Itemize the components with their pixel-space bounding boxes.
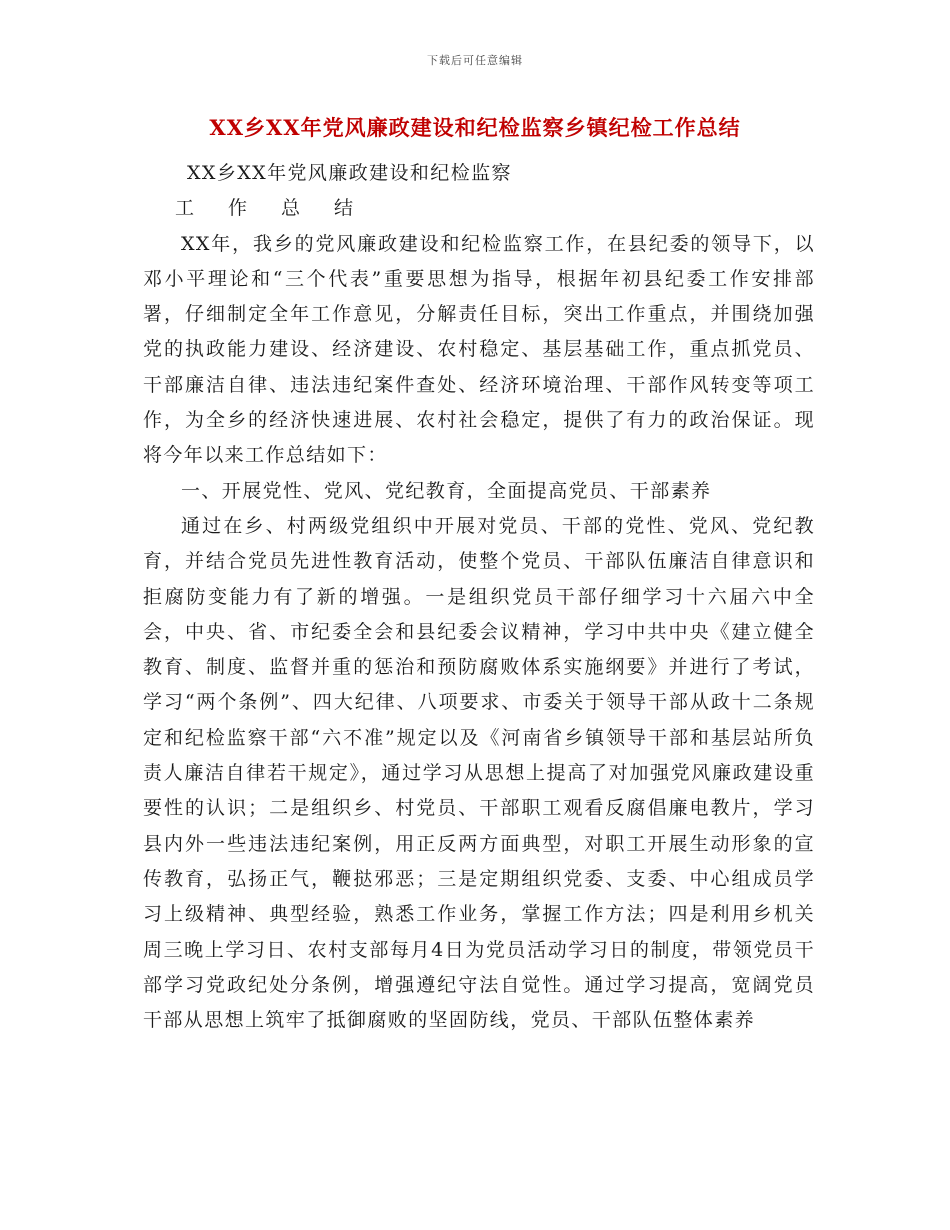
paragraph-intro: XX年，我乡的党风廉政建设和纪检监察工作，在县纪委的领导下，以邓小平理论和“三个代表”重要思想为指导，根据年初县纪委工作安排部署，仔细制定全年工作意见，分解责任目标，突出工作重点，并围绕加强党的执政能力建设、经济建设、农村稳定、基层基础工作，重点抓党员、干部廉洁自律、违法违纪案件查处、经济环境治理、干部作风转变等项工作，为全乡的经济快速进展、农村社会稳定，提供了有力的政治保证。现将今年以来工作总结如下：	[143, 232, 815, 467]
subtitle-line-2: 工作总结	[175, 197, 388, 220]
paragraph-section-1: 通过在乡、村两级党组织中开展对党员、干部的党性、党风、党纪教育，并结合党员先进性教育活动，使整个党员、干部队伍廉洁自律意识和拒腐防变能力有了新的增强。一是组织党员干部仔细学习十六届六中全会，中央、省、市纪委全会和县纪委会议精神，学习中共中央《建立健全教育、制度、监督并重的惩治和预防腐败体系实施纲要》并进行了考试，学习“两个条例”、四大纪律、八项要求、市委关于领导干部从政十二条规定和纪检监察干部“六不准”规定以及《河南省乡镇领导干部和基层站所负责人廉洁自律若干规定》，通过学习从思想上提高了对加强党风廉政建设重要性的认识；二是组织乡、村党员、干部职工观看反腐倡廉电教片，学习县内外一些违法违纪案例，用正反两方面典型，对职工开展生动形象的宣传教育，弘扬正气，鞭挞邪恶；三是定期组织党委、支委、中心组成员学习上级精神、典型经验，熟悉工作业务，掌握工作方法；四是利用乡机关周三晚上学习日、农村支部每月4日为党员活动学习日的制度，带领党员干部学习党政纪处分条例，增强遵纪守法自觉性。通过学习提高，宽阔党员干部从思想上筑牢了抵御腐败的坚固防线，党员、干部队伍整体素养	[143, 514, 815, 1032]
download-note: 下载后可任意编辑	[427, 54, 523, 67]
subtitle-line-1: XX乡XX年党风廉政建设和纪检监察	[187, 162, 512, 184]
document-title: XX乡XX年党风廉政建设和纪检监察乡镇纪检工作总结	[209, 115, 741, 140]
section-heading-1: 一、开展党性、党风、党纪教育，全面提高党员、干部素养	[181, 479, 712, 502]
document-body	[143, 156, 815, 1038]
